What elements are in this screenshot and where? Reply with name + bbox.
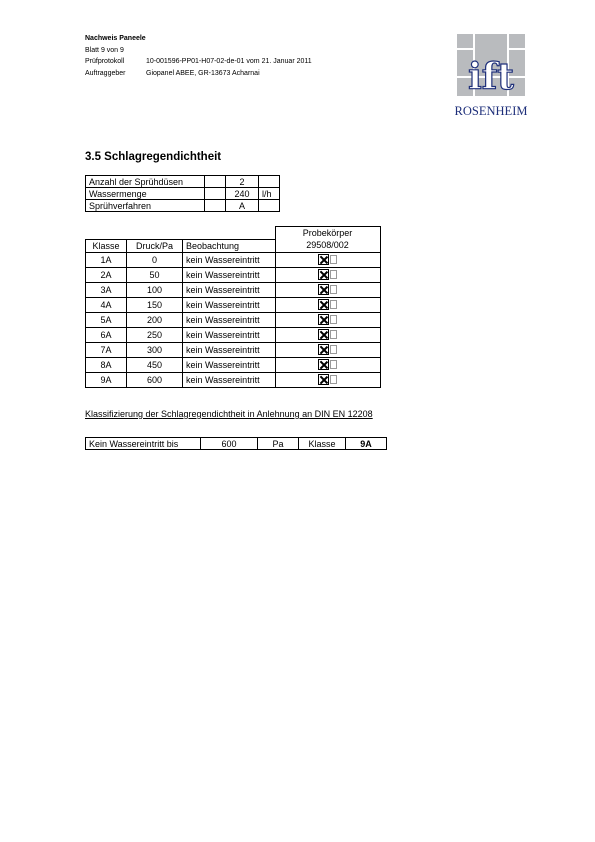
table-row — [86, 267, 381, 282]
specimen-header: Probekörper — [275, 227, 380, 240]
result-checkbox-cell — [275, 267, 380, 282]
pressure-cell: 100 — [127, 282, 183, 297]
spray-parameters-table — [85, 175, 280, 212]
class-cell: 6A — [86, 327, 127, 342]
observation-cell: kein Wassereintritt — [183, 342, 276, 357]
observation-cell: kein Wassereintritt — [183, 267, 276, 282]
class-cell: 7A — [86, 342, 127, 357]
class-cell: 4A — [86, 297, 127, 312]
pressure-cell: 250 — [127, 327, 183, 342]
class-cell: 5A — [86, 312, 127, 327]
param-label: Wassermenge — [86, 188, 205, 200]
empty-box-icon — [330, 330, 337, 339]
class-cell: 1A — [86, 252, 127, 267]
result-checkbox-cell — [275, 297, 380, 312]
table-row — [86, 312, 381, 327]
class-cell: 3A — [86, 282, 127, 297]
pressure-cell: 200 — [127, 312, 183, 327]
ift-rosenheim-logo — [455, 34, 527, 122]
protocol-line — [85, 56, 312, 68]
col-class: Klasse — [86, 239, 127, 252]
checked-box-icon — [318, 359, 329, 370]
empty-box-icon — [330, 375, 337, 384]
empty-box-icon — [330, 360, 337, 369]
param-value: A — [226, 200, 259, 212]
sheet-number: Blatt 9 von 9 — [85, 46, 124, 54]
client-value: Giopanel ABEE, GR-13673 Acharnai — [146, 69, 260, 77]
class-cell: 2A — [86, 267, 127, 282]
table-row — [86, 297, 381, 312]
classification-class-label: Klasse — [299, 438, 346, 450]
param-row — [86, 188, 280, 200]
document-title: Nachweis Paneele — [85, 35, 146, 42]
checked-box-icon — [318, 314, 329, 325]
section-title: 3.5 Schlagregendichtheit — [85, 151, 222, 163]
table-row — [86, 372, 381, 387]
table-row — [86, 357, 381, 372]
observation-cell: kein Wassereintritt — [183, 372, 276, 387]
client-label: Auftraggeber — [85, 69, 126, 77]
logo-name: ROSENHEIM — [455, 104, 527, 118]
result-checkbox-cell — [275, 312, 380, 327]
table-row — [86, 252, 381, 267]
param-unit: l/h — [259, 188, 280, 200]
observation-cell: kein Wassereintritt — [183, 312, 276, 327]
param-unit — [259, 200, 280, 212]
empty-box-icon — [330, 270, 337, 279]
observation-cell: kein Wassereintritt — [183, 282, 276, 297]
pressure-cell: 0 — [127, 252, 183, 267]
checked-box-icon — [318, 254, 329, 265]
param-value: 240 — [226, 188, 259, 200]
logo-mark: ift — [468, 56, 514, 98]
classification-table — [85, 437, 387, 450]
pressure-cell: 450 — [127, 357, 183, 372]
param-label: Anzahl der Sprühdüsen — [86, 176, 205, 188]
classification-class-value: 9A — [346, 438, 387, 450]
result-checkbox-cell — [275, 252, 380, 267]
table-row — [86, 342, 381, 357]
table-row — [86, 327, 381, 342]
observation-cell: kein Wassereintritt — [183, 327, 276, 342]
checked-box-icon — [318, 344, 329, 355]
classification-row — [86, 438, 387, 450]
param-value: 2 — [226, 176, 259, 188]
results-table — [85, 226, 381, 388]
checked-box-icon — [318, 269, 329, 280]
class-cell: 9A — [86, 372, 127, 387]
specimen-header-row — [86, 227, 381, 240]
pressure-cell: 300 — [127, 342, 183, 357]
col-observation: Beobachtung — [183, 239, 276, 252]
column-header-row — [86, 239, 381, 252]
result-checkbox-cell — [275, 357, 380, 372]
logo-block-tl — [457, 34, 473, 48]
result-checkbox-cell — [275, 282, 380, 297]
observation-cell: kein Wassereintritt — [183, 357, 276, 372]
checked-box-icon — [318, 329, 329, 340]
empty-box-icon — [330, 285, 337, 294]
empty-box-icon — [330, 345, 337, 354]
pressure-cell: 150 — [127, 297, 183, 312]
logo-block-tr — [509, 34, 525, 48]
protocol-label: Prüfprotokoll — [85, 58, 125, 65]
empty-box-icon — [330, 255, 337, 264]
pressure-cell: 50 — [127, 267, 183, 282]
specimen-id: 29508/002 — [275, 239, 380, 252]
checked-box-icon — [318, 284, 329, 295]
observation-cell: kein Wassereintritt — [183, 252, 276, 267]
result-checkbox-cell — [275, 327, 380, 342]
table-row — [86, 282, 381, 297]
classification-text: Kein Wassereintritt bis — [86, 438, 201, 450]
col-pressure: Druck/Pa — [127, 239, 183, 252]
param-label: Sprühverfahren — [86, 200, 205, 212]
observation-cell: kein Wassereintritt — [183, 297, 276, 312]
empty-box-icon — [330, 300, 337, 309]
empty-box-icon — [330, 315, 337, 324]
document-header — [85, 33, 312, 79]
protocol-value: 10-001596-PP01-H07-02-de-01 vom 21. Januar 2011 — [146, 58, 312, 65]
client-line — [85, 68, 312, 80]
param-row — [86, 200, 280, 212]
result-checkbox-cell — [275, 342, 380, 357]
classification-value: 600 — [201, 438, 258, 450]
class-cell: 8A — [86, 357, 127, 372]
classification-unit: Pa — [258, 438, 299, 450]
param-row — [86, 176, 280, 188]
result-checkbox-cell — [275, 372, 380, 387]
checked-box-icon — [318, 374, 329, 385]
pressure-cell: 600 — [127, 372, 183, 387]
classification-title: Klassifizierung der Schlagregendichtheit in Anlehnung an DIN EN 12208 — [85, 409, 373, 419]
param-unit — [259, 176, 280, 188]
checked-box-icon — [318, 299, 329, 310]
